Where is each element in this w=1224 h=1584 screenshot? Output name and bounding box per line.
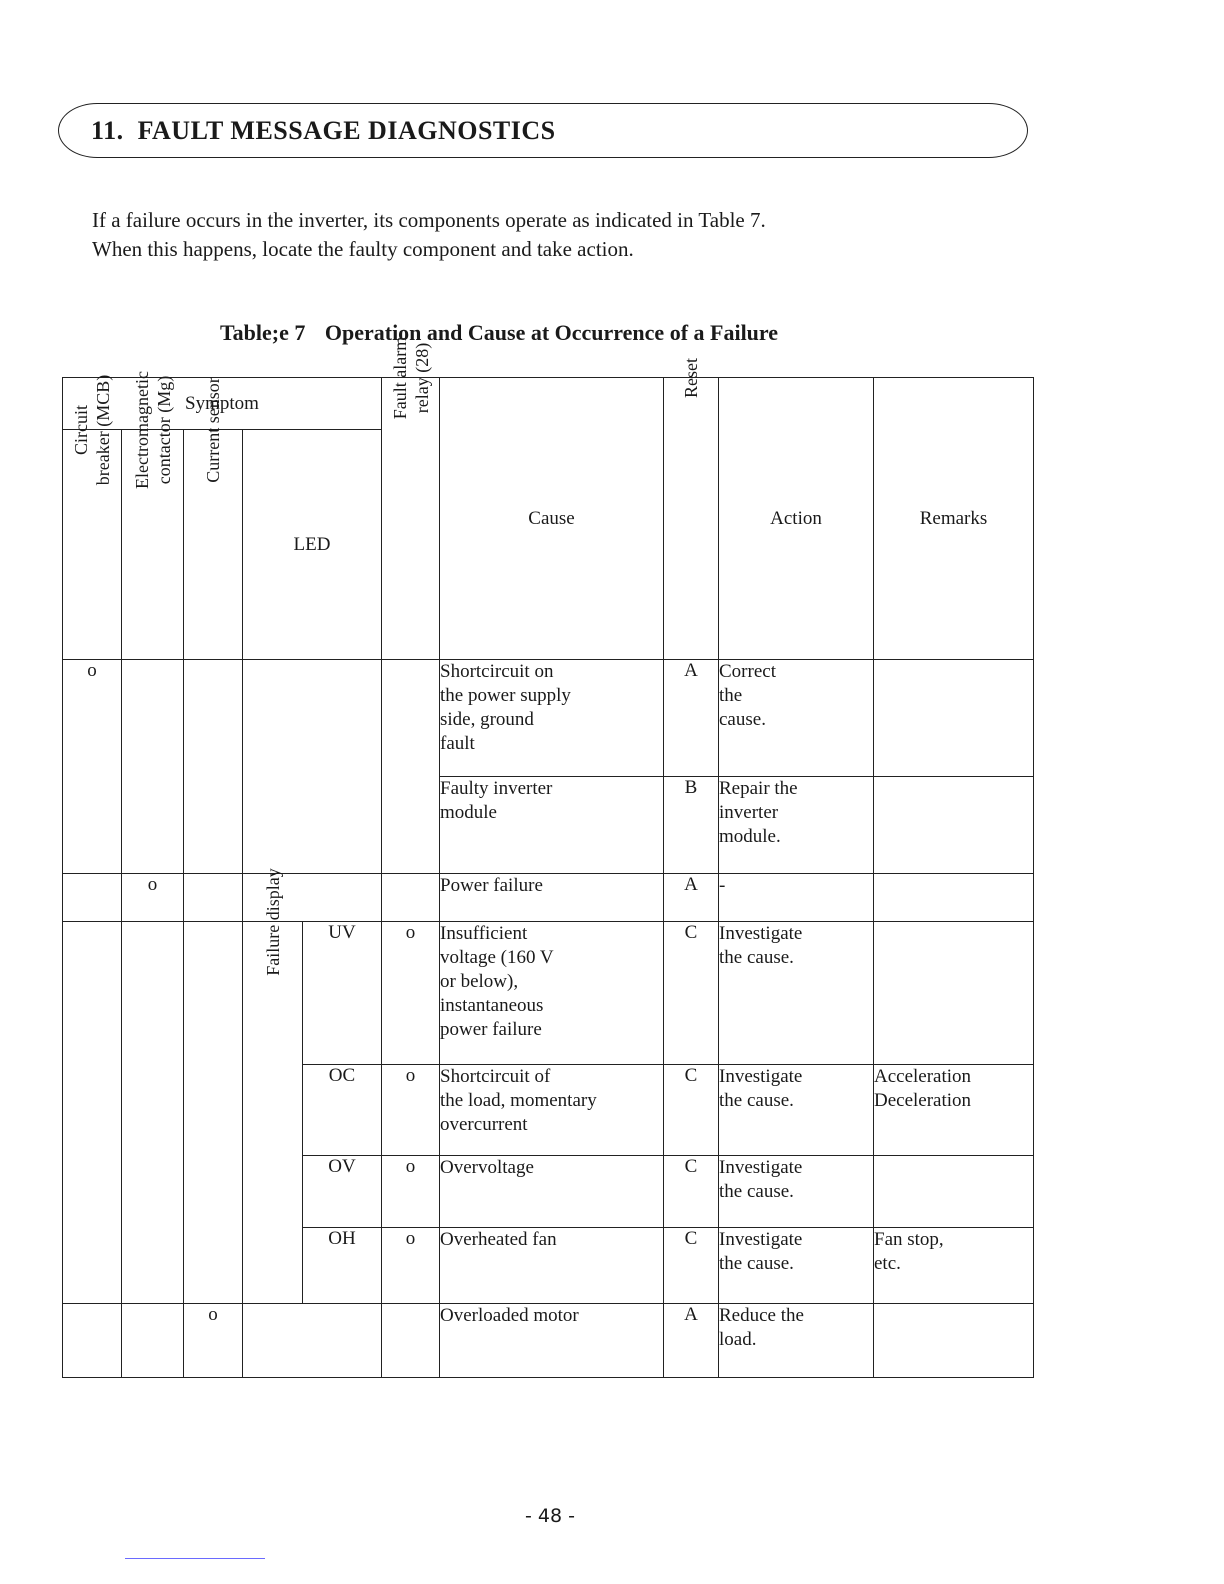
remarks-cell bbox=[874, 1304, 1034, 1378]
action-cell bbox=[719, 1156, 874, 1228]
action-line: Correct bbox=[719, 661, 776, 682]
cause-cell: Overheated fan bbox=[440, 1228, 664, 1304]
action-line: Investigate bbox=[719, 1229, 803, 1250]
table-caption-label: Table;e 7 bbox=[220, 320, 306, 345]
cause-line: Shortcircuit of bbox=[440, 1066, 551, 1087]
page-number: - 48 - bbox=[525, 1505, 575, 1527]
intro-line: If a failure occurs in the inverter, its components operate as indicated in Table 7. bbox=[92, 208, 766, 232]
section-banner bbox=[58, 103, 1028, 158]
table-caption-title: Operation and Cause at Occurrence of a Failure bbox=[324, 320, 779, 345]
empty-cell bbox=[243, 1304, 382, 1378]
remarks-cell bbox=[874, 1228, 1034, 1304]
relay-mark: o bbox=[382, 1156, 440, 1228]
action-line: the bbox=[719, 685, 743, 706]
action-line: Investigate bbox=[719, 923, 803, 944]
failure-display-cell bbox=[243, 868, 303, 1304]
cause-line: or below), bbox=[440, 971, 519, 992]
table-row bbox=[63, 922, 1034, 1065]
footer-rule bbox=[125, 1558, 265, 1559]
cause-cell bbox=[440, 777, 664, 874]
empty-cell bbox=[184, 660, 243, 874]
current-sensor-mark: o bbox=[184, 1304, 243, 1378]
circuit-breaker-header bbox=[63, 374, 122, 660]
cause-line: the load, momentary bbox=[440, 1090, 597, 1111]
cause-line: voltage (160 V bbox=[440, 947, 554, 968]
empty-cell bbox=[122, 922, 184, 1304]
remarks-line: Acceleration bbox=[874, 1066, 972, 1087]
cause-line: Shortcircuit on bbox=[440, 661, 554, 682]
table-caption bbox=[220, 320, 778, 346]
remarks-header: Remarks bbox=[874, 378, 1034, 660]
fault-relay-header bbox=[382, 336, 440, 660]
contactor-header-line: Electromagnetic bbox=[131, 371, 152, 489]
led-header: LED bbox=[243, 430, 382, 660]
remarks-cell bbox=[874, 1065, 1034, 1156]
fault-relay-header-line: Fault alarm bbox=[389, 336, 410, 420]
action-header: Action bbox=[719, 378, 874, 660]
action-cell bbox=[719, 1304, 874, 1378]
cause-cell bbox=[440, 922, 664, 1065]
reset-header bbox=[664, 358, 719, 660]
action-cell bbox=[719, 922, 874, 1065]
table-row bbox=[63, 660, 1034, 777]
remarks-line: etc. bbox=[874, 1253, 901, 1274]
action-line: load. bbox=[719, 1329, 757, 1350]
cause-line: instantaneous bbox=[440, 995, 544, 1016]
contactor-mark: o bbox=[122, 874, 184, 922]
empty-cell bbox=[122, 660, 184, 874]
led-code-cell: UV bbox=[303, 922, 382, 1065]
cause-line: overcurrent bbox=[440, 1114, 528, 1135]
remarks-cell bbox=[874, 660, 1034, 777]
reset-cell: C bbox=[664, 1156, 719, 1228]
action-cell bbox=[719, 660, 874, 777]
section-number: 11. bbox=[91, 116, 124, 145]
cause-line: Faulty inverter bbox=[440, 778, 553, 799]
reset-cell: A bbox=[664, 874, 719, 922]
remarks-cell bbox=[874, 874, 1034, 922]
empty-cell bbox=[184, 874, 243, 922]
cause-cell: Power failure bbox=[440, 874, 664, 922]
table-row bbox=[63, 874, 1034, 922]
section-title: FAULT MESSAGE DIAGNOSTICS bbox=[137, 116, 556, 145]
action-cell: - bbox=[719, 874, 874, 922]
circuit-breaker-header-line: breaker (MCB) bbox=[93, 374, 113, 486]
cause-line: power failure bbox=[440, 1019, 542, 1040]
action-cell bbox=[719, 1065, 874, 1156]
reset-cell: C bbox=[664, 1228, 719, 1304]
cause-line: the power supply bbox=[440, 685, 571, 706]
action-line: the cause. bbox=[719, 947, 794, 968]
remarks-cell bbox=[874, 1156, 1034, 1228]
cause-cell: Overloaded motor bbox=[440, 1304, 664, 1378]
led-code-cell: OC bbox=[303, 1065, 382, 1156]
relay-mark: o bbox=[382, 922, 440, 1065]
action-line: Investigate bbox=[719, 1157, 803, 1178]
action-line: the cause. bbox=[719, 1090, 794, 1111]
empty-cell bbox=[63, 922, 122, 1304]
cause-cell bbox=[440, 660, 664, 777]
action-line: Investigate bbox=[719, 1066, 803, 1087]
relay-mark: o bbox=[382, 1228, 440, 1304]
table-row bbox=[63, 1304, 1034, 1378]
empty-cell bbox=[382, 1304, 440, 1378]
intro-line: When this happens, locate the faulty component and take action. bbox=[92, 237, 634, 261]
reset-cell: C bbox=[664, 922, 719, 1065]
remarks-cell bbox=[874, 922, 1034, 1065]
cause-line: fault bbox=[440, 733, 475, 754]
cause-line: Insufficient bbox=[440, 923, 528, 944]
empty-cell bbox=[63, 1304, 122, 1378]
cause-header: Cause bbox=[440, 378, 664, 660]
contactor-header-line: contactor (Mg) bbox=[153, 375, 174, 485]
action-line: Reduce the bbox=[719, 1305, 804, 1326]
empty-cell bbox=[382, 874, 440, 922]
remarks-line: Fan stop, bbox=[874, 1229, 944, 1250]
reset-header-text: Reset bbox=[681, 358, 701, 398]
action-line: cause. bbox=[719, 709, 766, 730]
circuit-breaker-header-line: Circuit bbox=[71, 405, 91, 455]
action-line: the cause. bbox=[719, 1253, 794, 1274]
remarks-line: Deceleration bbox=[874, 1090, 972, 1111]
action-line: module. bbox=[719, 826, 781, 847]
reset-cell: A bbox=[664, 1304, 719, 1378]
cause-cell: Overvoltage bbox=[440, 1156, 664, 1228]
reset-cell: C bbox=[664, 1065, 719, 1156]
current-sensor-header-text: Current sensor bbox=[203, 377, 223, 483]
empty-cell bbox=[122, 1304, 184, 1378]
action-cell bbox=[719, 777, 874, 874]
section-heading bbox=[91, 116, 556, 146]
fault-table bbox=[62, 336, 1034, 1378]
action-cell bbox=[719, 1228, 874, 1304]
led-code-cell: OH bbox=[303, 1228, 382, 1304]
reset-cell: B bbox=[664, 777, 719, 874]
cause-cell bbox=[440, 1065, 664, 1156]
action-line: inverter bbox=[719, 802, 779, 823]
remarks-cell bbox=[874, 777, 1034, 874]
fault-relay-header-line: relay (28) bbox=[411, 342, 432, 414]
relay-mark: o bbox=[382, 1065, 440, 1156]
reset-cell: A bbox=[664, 660, 719, 777]
empty-cell bbox=[243, 660, 382, 874]
cause-line: module bbox=[440, 802, 497, 823]
led-code-cell: OV bbox=[303, 1156, 382, 1228]
failure-display-label: Failure display bbox=[262, 868, 283, 976]
intro-paragraph bbox=[92, 206, 766, 264]
empty-cell bbox=[382, 660, 440, 874]
empty-cell bbox=[184, 922, 243, 1304]
empty-cell bbox=[63, 874, 122, 922]
action-line: Repair the bbox=[719, 778, 798, 799]
symptom-header: Symptom bbox=[63, 378, 382, 430]
contactor-header bbox=[122, 371, 184, 660]
mcb-mark: o bbox=[63, 660, 122, 874]
cause-line: side, ground bbox=[440, 709, 534, 730]
action-line: the cause. bbox=[719, 1181, 794, 1202]
